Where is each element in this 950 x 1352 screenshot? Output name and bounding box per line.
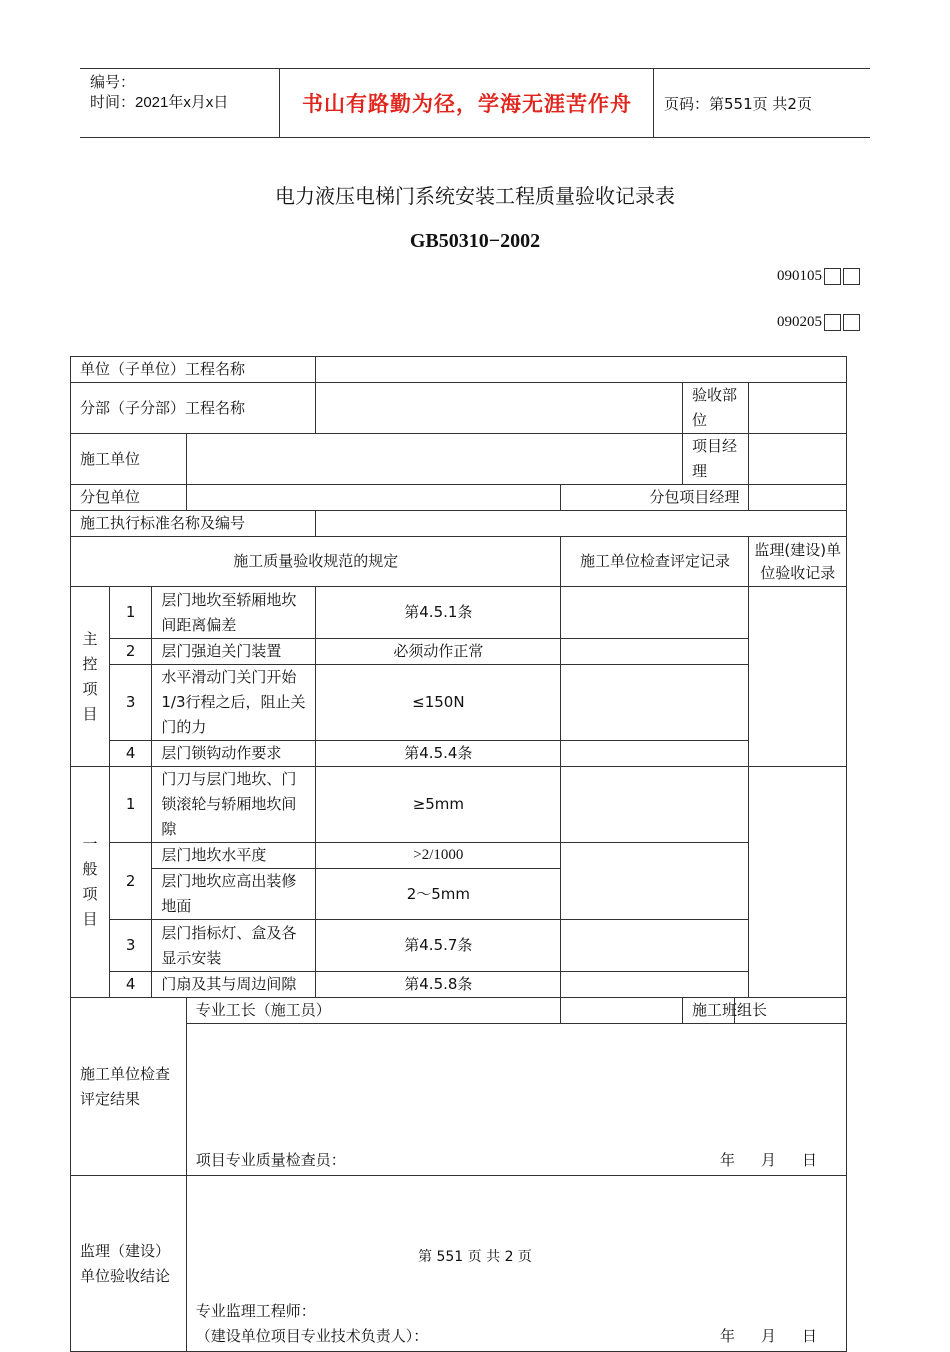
construction-result-label: 施工单位检查评定结果 <box>71 998 187 1176</box>
acceptance-table <box>70 356 847 1352</box>
date-month: 月 <box>760 1151 776 1169</box>
general-items-char: 般 <box>82 860 98 878</box>
owner-rep-label: （建设单位项目专业技术负责人）： <box>195 1327 429 1345</box>
accept-part-label: 验收部位 <box>682 383 748 434</box>
item-description: 层门锁钩动作要求 <box>152 741 316 767</box>
item-number: 1 <box>109 767 151 843</box>
inspection-date <box>694 1148 817 1173</box>
main-items-char: 主 <box>82 629 98 648</box>
item-number: 2 <box>109 639 151 665</box>
item-description: 层门地坎至轿厢地坎间距离偏差 <box>152 587 316 639</box>
item-check-record[interactable] <box>561 767 749 843</box>
main-items-label <box>71 587 110 767</box>
main-items-char: 目 <box>82 704 98 723</box>
row-column-headers <box>71 537 847 587</box>
table-row <box>71 741 847 767</box>
page-header <box>80 68 870 138</box>
inspector-label: 项目专业质量检查员： <box>195 1151 346 1169</box>
page-title: 电力液压电梯门系统安装工程质量验收记录表 <box>275 184 675 208</box>
item-check-record[interactable] <box>561 639 749 665</box>
item-check-record[interactable] <box>561 843 749 920</box>
record-code-1-text: 090105 <box>777 268 822 284</box>
item-requirement: 第4.5.4条 <box>316 741 561 767</box>
record-code-1 <box>777 268 860 285</box>
general-items-label <box>71 767 110 998</box>
item-description: 门刀与层门地坎、门锁滚轮与轿厢地坎间隙 <box>152 767 316 843</box>
subcontract-manager-value[interactable] <box>749 485 847 511</box>
unit-name-label: 单位（子单位）工程名称 <box>71 357 316 383</box>
item-requirement: 第4.5.8条 <box>316 972 561 998</box>
date-day: 日 <box>801 1151 817 1169</box>
row-subcontract-unit <box>71 485 847 511</box>
main-items-char: 项 <box>82 679 98 698</box>
time-label: 时间：2021年x月x日 <box>90 94 229 111</box>
item-requirement: 第4.5.7条 <box>316 920 561 972</box>
date-year: 年 <box>719 1151 735 1169</box>
subcontract-unit-label: 分包单位 <box>71 485 187 511</box>
item-description: 层门指标灯、盒及各显示安装 <box>152 920 316 972</box>
standard-name-label: 施工执行标准名称及编号 <box>71 511 316 537</box>
check-record-header: 施工单位检查评定记录 <box>561 537 749 587</box>
table-row <box>71 920 847 972</box>
row-construction-result <box>71 1024 847 1176</box>
item-number: 3 <box>109 665 151 741</box>
row-unit-name <box>71 357 847 383</box>
number-label: 编号： <box>90 74 136 91</box>
general-items-char: 一 <box>82 835 98 853</box>
row-sub-name <box>71 383 847 434</box>
table-row <box>71 843 847 869</box>
supervision-date <box>694 1324 817 1349</box>
record-code-2 <box>777 314 860 331</box>
spec-header: 施工质量验收规范的规定 <box>71 537 561 587</box>
code-checkbox[interactable] <box>824 268 841 285</box>
row-standard-name <box>71 511 847 537</box>
date-day: 日 <box>801 1327 817 1345</box>
foreman-label: 专业工长（施工员） <box>186 998 561 1024</box>
sub-name-label: 分部（子分部）工程名称 <box>71 383 316 434</box>
header-meta <box>80 69 280 137</box>
item-requirement: >2/1000 <box>316 843 561 869</box>
item-number: 4 <box>109 741 151 767</box>
foreman-value[interactable] <box>561 998 682 1024</box>
page-footer: 第 551 页 共 2 页 <box>418 1249 532 1265</box>
item-description: 门扇及其与周边间隙 <box>152 972 316 998</box>
supervision-result-label: 监理（建设）单位验收结论 <box>71 1176 187 1352</box>
main-items-char: 控 <box>82 654 98 673</box>
sub-name-value[interactable] <box>316 383 683 434</box>
table-row <box>71 665 847 741</box>
general-items-char: 项 <box>82 885 98 903</box>
code-checkbox[interactable] <box>824 314 841 331</box>
table-row <box>71 587 847 639</box>
code-checkbox[interactable] <box>843 314 860 331</box>
item-check-record[interactable] <box>561 920 749 972</box>
construction-result-area[interactable] <box>186 1024 846 1176</box>
table-row <box>71 639 847 665</box>
main-items-supervision-record[interactable] <box>749 587 847 767</box>
item-number: 2 <box>109 843 151 920</box>
code-checkbox[interactable] <box>843 268 860 285</box>
standard-code: GB50310−2002 <box>409 230 541 252</box>
table-row <box>71 767 847 843</box>
team-leader-label: 施工班组长 <box>682 998 734 1024</box>
project-manager-value[interactable] <box>749 434 847 485</box>
header-page-info: 页码：第551页 共2页 <box>664 94 812 113</box>
subcontract-unit-value[interactable] <box>186 485 561 511</box>
item-description: 层门强迫关门装置 <box>152 639 316 665</box>
accept-part-value[interactable] <box>749 383 847 434</box>
construction-unit-value[interactable] <box>186 434 682 485</box>
item-requirement: 第4.5.1条 <box>316 587 561 639</box>
date-year: 年 <box>719 1327 735 1345</box>
item-requirement: 必须动作正常 <box>316 639 561 665</box>
item-number: 1 <box>109 587 151 639</box>
item-check-record[interactable] <box>561 972 749 998</box>
item-requirement: ≥5mm <box>316 767 561 843</box>
supervision-record-header: 监理(建设)单位验收记录 <box>749 537 847 587</box>
item-check-record[interactable] <box>561 587 749 639</box>
supervision-engineer-label: 专业监理工程师： <box>195 1302 316 1320</box>
item-requirement: ≤150N <box>316 665 561 741</box>
record-code-2-text: 090205 <box>777 314 822 330</box>
item-check-record[interactable] <box>561 741 749 767</box>
item-number: 4 <box>109 972 151 998</box>
construction-unit-label: 施工单位 <box>71 434 187 485</box>
table-row <box>71 972 847 998</box>
general-items-char: 目 <box>82 910 98 928</box>
unit-name-value[interactable] <box>316 357 847 383</box>
standard-name-value[interactable] <box>316 511 847 537</box>
row-construction-unit <box>71 434 847 485</box>
item-description: 层门地坎水平度 <box>152 843 316 869</box>
item-description: 水平滑动门关门开始1/3行程之后，阻止关门的力 <box>152 665 316 741</box>
item-requirement: 2～5mm <box>316 869 561 920</box>
row-construction-signers <box>71 998 847 1024</box>
subcontract-manager-label: 分包项目经理 <box>561 485 749 511</box>
date-month: 月 <box>760 1327 776 1345</box>
owner-signature-line <box>196 1324 837 1349</box>
general-items-supervision-record[interactable] <box>749 767 847 998</box>
inspector-signature-line <box>196 1148 837 1173</box>
header-motto: 书山有路勤为径，学海无涯苦作舟 <box>281 69 654 137</box>
item-check-record[interactable] <box>561 665 749 741</box>
item-number: 3 <box>109 920 151 972</box>
item-description: 层门地坎应高出装修地面 <box>152 869 316 920</box>
project-manager-label: 项目经理 <box>682 434 748 485</box>
